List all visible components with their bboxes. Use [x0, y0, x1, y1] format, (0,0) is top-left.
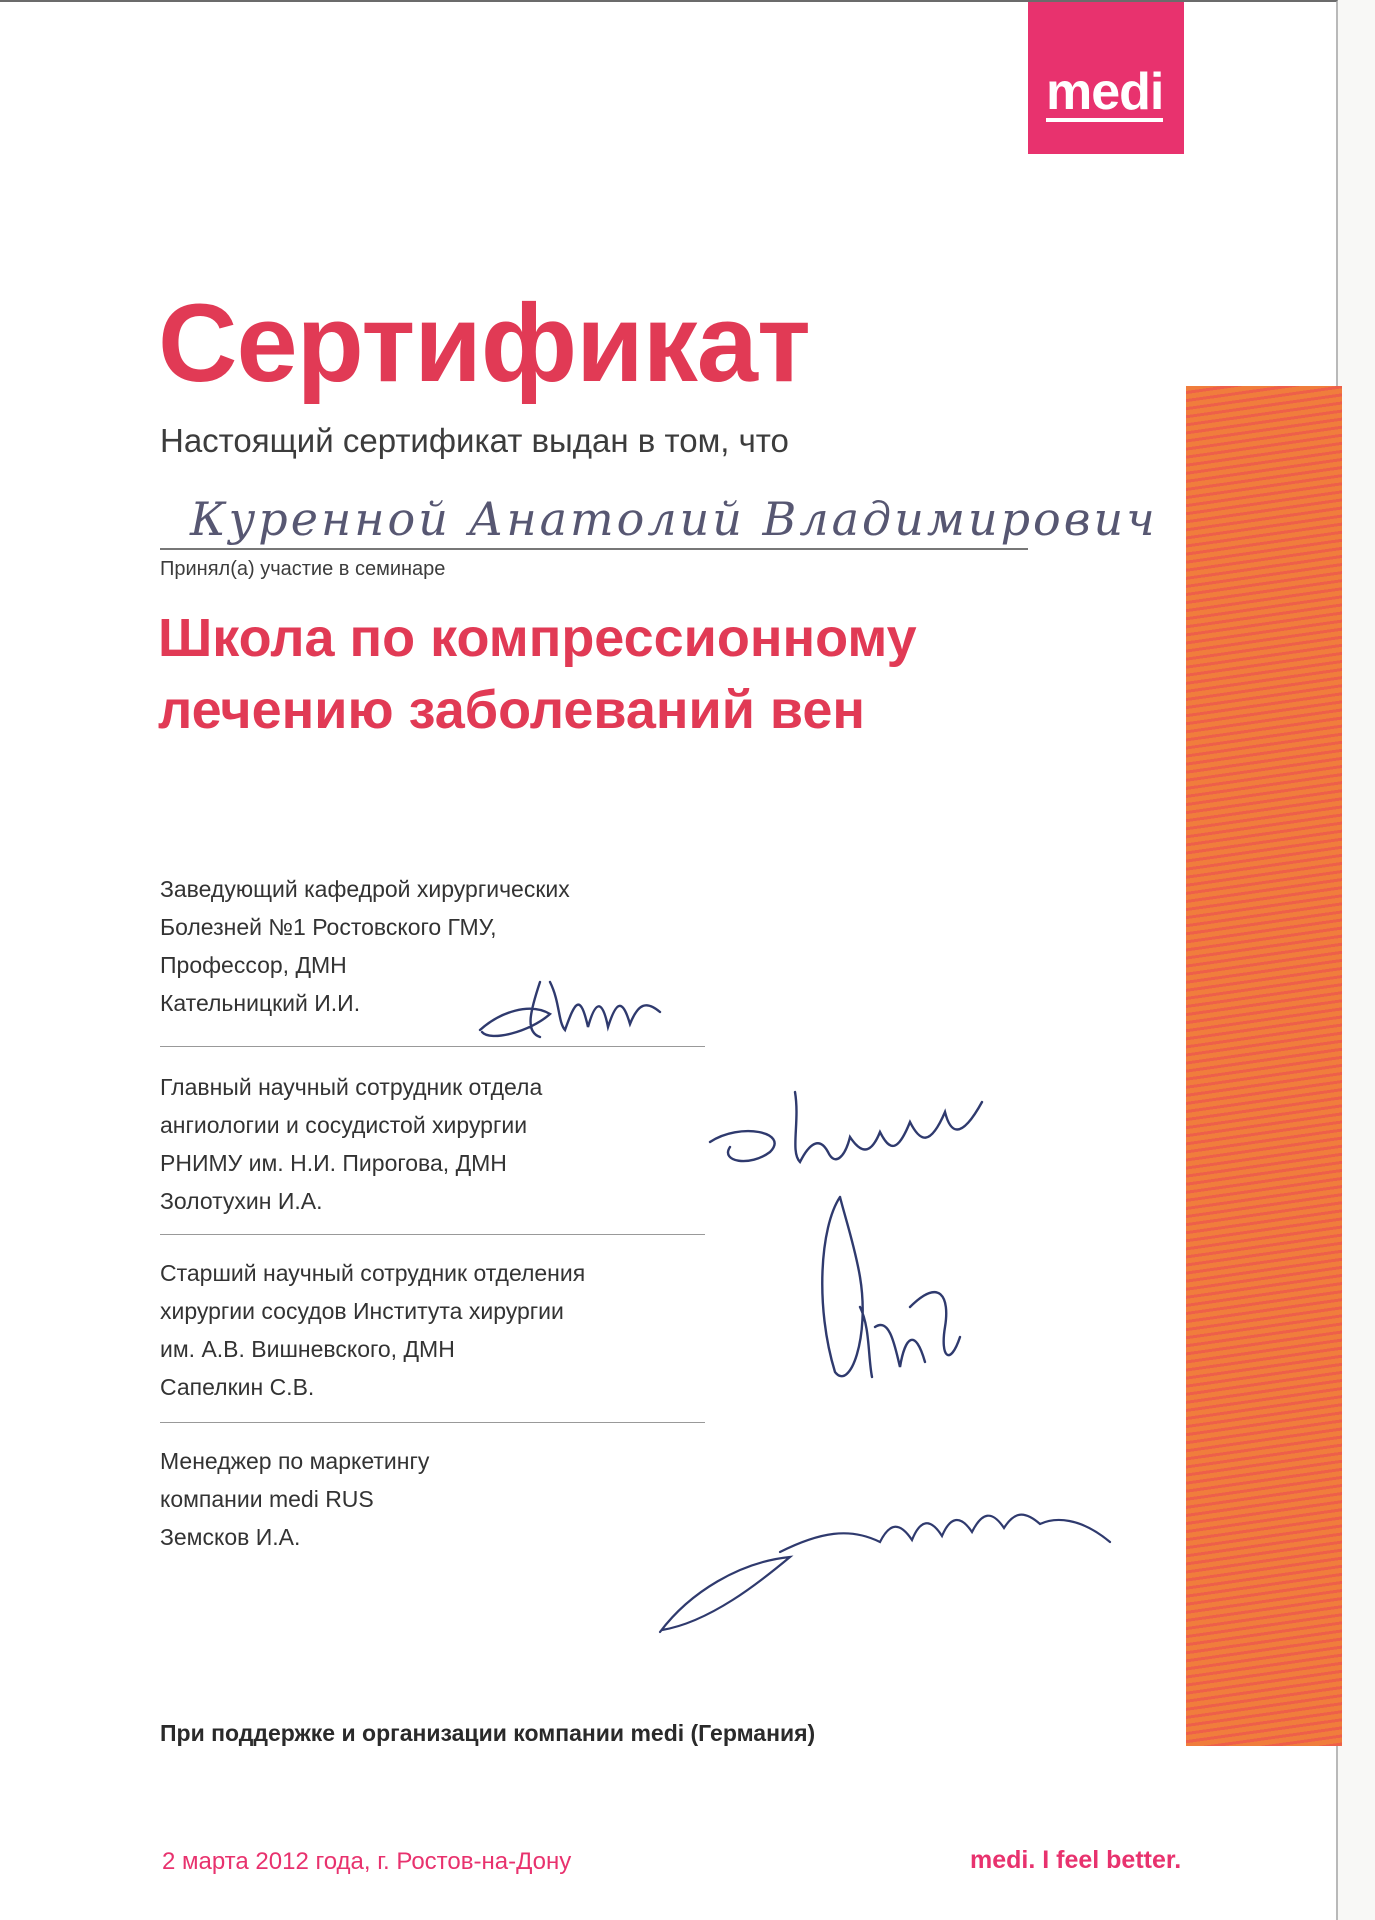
signer-separator [160, 1234, 705, 1235]
signer-line: Заведующий кафедрой хирургических [160, 876, 570, 902]
certificate-intro: Настоящий сертификат выдан в том, что [160, 422, 789, 459]
signature-katelnitsky [470, 942, 690, 1062]
decorative-orange-stripe [1186, 386, 1342, 1746]
medi-logo [1028, 2, 1184, 154]
signer-line: Золотухин И.А. [160, 1188, 323, 1214]
recipient-name-line [160, 548, 1028, 550]
logo-text: medi [1046, 63, 1164, 121]
signer-line: им. А.В. Вишневского, ДМН [160, 1336, 455, 1362]
signer-line: ангиологии и сосудистой хирургии [160, 1112, 528, 1138]
signer-line: Болезней №1 Ростовского ГМУ, [160, 914, 497, 940]
seminar-title-line: лечению заболеваний вен [158, 680, 866, 740]
signer-line: хирургии сосудов Института хирургии [160, 1298, 564, 1324]
signer-separator [160, 1422, 705, 1423]
recipient-name-handwritten: Куренной Анатолий Владимирович [190, 492, 1158, 546]
brand-slogan: medi. I feel better. [970, 1846, 1182, 1874]
certificate-title: Сертификат [158, 282, 810, 405]
signer-block [160, 1254, 708, 1406]
signer-line: компании medi RUS [160, 1486, 374, 1512]
signature-sapelkin [800, 1187, 980, 1397]
signer-block [160, 1068, 708, 1220]
signature-zolotukhin [700, 1072, 1000, 1182]
signer-line: РНИМУ им. Н.И. Пирогова, ДМН [160, 1150, 507, 1176]
signer-line: Сапелкин С.В. [160, 1374, 315, 1400]
signer-line: Менеджер по маркетингу [160, 1448, 430, 1474]
date-place: 2 марта 2012 года, г. Ростов-на-Дону [162, 1848, 572, 1875]
signer-line: Профессор, ДМН [160, 952, 347, 978]
signer-line: Главный научный сотрудник отдела [160, 1074, 543, 1100]
seminar-title-line: Школа по компрессионному [158, 608, 917, 668]
signer-block [160, 1442, 708, 1556]
signer-line: Земсков И.А. [160, 1524, 301, 1550]
signer-line: Старший научный сотрудник отделения [160, 1260, 586, 1286]
participation-caption: Принял(а) участие в семинаре [160, 558, 446, 580]
seminar-title [158, 602, 917, 746]
signer-line: Кательницкий И.И. [160, 990, 361, 1016]
support-note: При поддержке и организации компании medi (Германия) [160, 1720, 816, 1746]
signature-zemskov [650, 1462, 1130, 1642]
